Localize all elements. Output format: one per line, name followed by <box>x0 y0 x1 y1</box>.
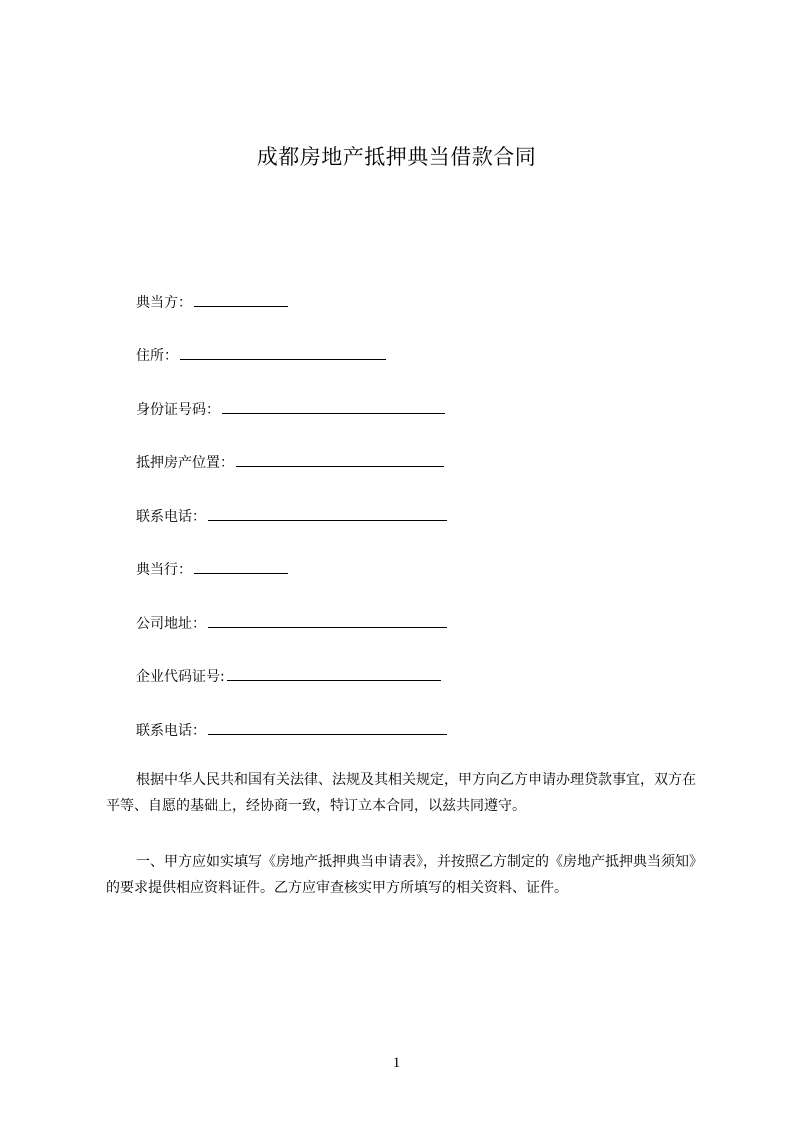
pawner-phone-blank[interactable] <box>208 506 447 521</box>
pawner-field <box>136 292 288 312</box>
pawnshop-blank[interactable] <box>194 559 288 574</box>
property-location-field <box>136 452 444 472</box>
pawner-phone-field <box>136 506 447 526</box>
id-number-blank[interactable] <box>222 399 445 414</box>
document-title: 成都房地产抵押典当借款合同 <box>256 145 537 169</box>
pawner-blank[interactable] <box>194 292 288 307</box>
address-label: 住所： <box>136 348 178 364</box>
id-number-field <box>136 399 445 419</box>
pawnshop-label: 典当行： <box>136 562 192 578</box>
pawner-label: 典当方： <box>136 295 192 311</box>
company-address-label: 公司地址： <box>136 616 206 632</box>
page-number: 1 <box>392 1055 401 1071</box>
property-location-label: 抵押房产位置： <box>136 455 234 471</box>
enterprise-code-field <box>136 666 441 686</box>
pawnshop-field <box>136 559 288 579</box>
property-location-blank[interactable] <box>236 452 444 467</box>
enterprise-code-blank[interactable] <box>227 666 441 681</box>
company-address-field <box>136 613 447 633</box>
id-number-label: 身份证号码： <box>136 402 220 418</box>
pawner-phone-label: 联系电话： <box>136 509 206 525</box>
pawnshop-phone-field <box>136 720 447 740</box>
pawnshop-phone-label: 联系电话： <box>136 723 206 739</box>
clause-1-paragraph: 一、甲方应如实填写《房地产抵押典当申请表》，并按照乙方制定的《房地产抵押典当须知》的要求提供相应资料证件。乙方应审查核实甲方所填写的相关资料、证件。 <box>106 854 696 896</box>
company-address-blank[interactable] <box>208 613 447 628</box>
address-blank[interactable] <box>180 345 386 360</box>
pawnshop-phone-blank[interactable] <box>208 720 447 735</box>
address-field <box>136 345 386 365</box>
preamble-paragraph: 根据中华人民共和国有关法律、法规及其相关规定，甲方向乙方申请办理贷款事宜，双方在平等、自愿的基础上，经协商一致，特订立本合同，以兹共同遵守。 <box>106 772 696 814</box>
enterprise-code-label: 企业代码证号: <box>136 669 225 685</box>
